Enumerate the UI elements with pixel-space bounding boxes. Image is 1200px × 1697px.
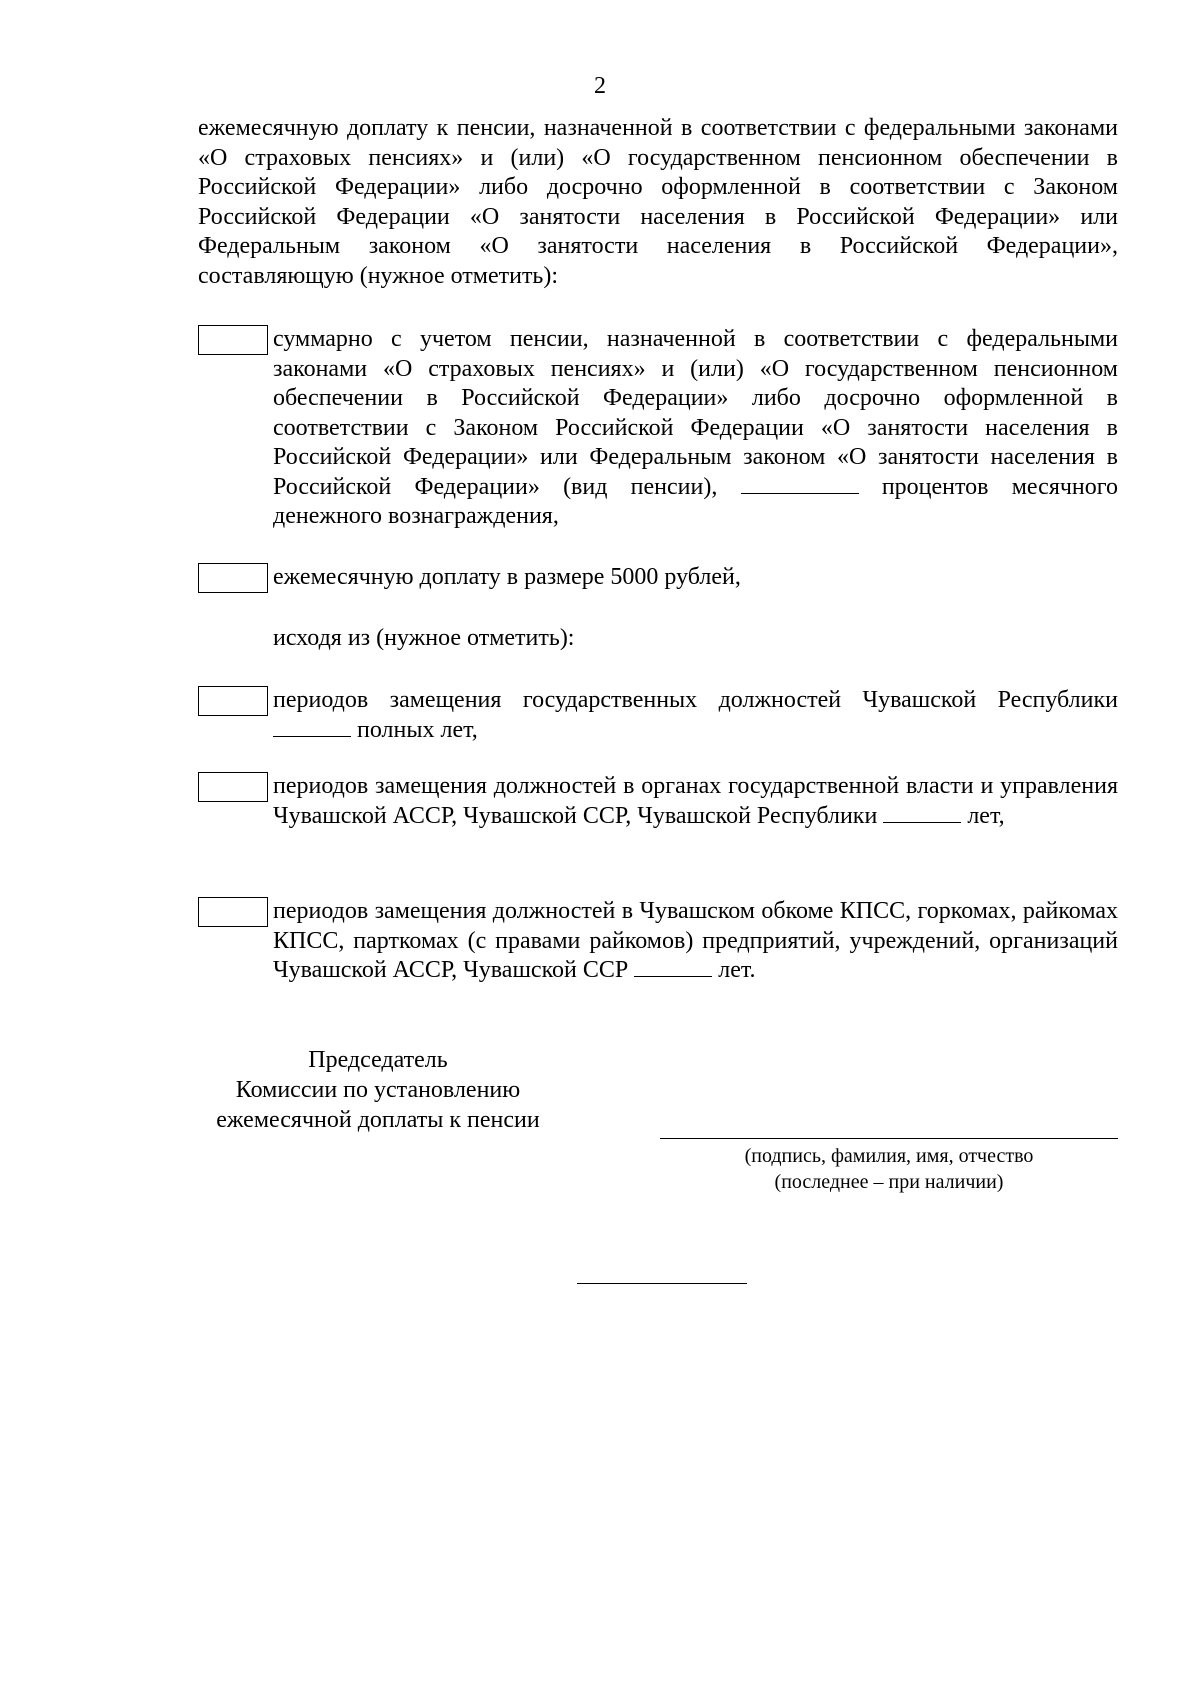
signature-line[interactable] bbox=[660, 1138, 1118, 1139]
option-fixed-text: ежемесячную доплату в размере 5000 рублей, bbox=[273, 564, 741, 590]
intro-paragraph: ежемесячную доплату к пенсии, назначенной в соответствии с федеральными законами «О страховых пенсиях» и (или) «О государственном пенсионном обеспечении в Российской Федерации» либо досрочно оформленной в соответствии с Законом Российской Федерации «О занятости населения в Российской Федерации» или Федеральным законом «О занятости населения в Российской Федерации», составляющую (нужное отметить): bbox=[198, 115, 1118, 289]
period-party-bodies-text bbox=[273, 897, 1118, 986]
period-government-bodies-text-before: периодов замещения должностей в органах государственной власти и управления Чувашской АССР, Чувашской ССР, Чувашской Республики bbox=[273, 773, 1118, 829]
option-summary bbox=[198, 325, 1118, 532]
government-bodies-years-blank[interactable] bbox=[883, 802, 961, 823]
period-state-positions-text-before: периодов замещения государственных должностей Чувашской Республики bbox=[273, 687, 1118, 713]
period-state-positions-text bbox=[273, 686, 1118, 745]
chairman-title-line-2: Комиссии по установлению bbox=[235, 1077, 521, 1103]
period-party-bodies-text-after: лет. bbox=[718, 957, 756, 983]
period-government-bodies bbox=[198, 772, 1118, 831]
document-end-divider bbox=[577, 1283, 747, 1284]
period-government-bodies-checkbox[interactable] bbox=[198, 772, 268, 802]
period-party-bodies-text-before: периодов замещения должностей в Чувашском обкоме КПСС, горкомах, райкомах КПСС, парткомах (с правами райкомов) предприятий, учреждений, организаций Чувашской АССР, Чувашской ССР bbox=[273, 898, 1118, 983]
chairman-title-line-3: ежемесячной доплаты к пенсии bbox=[216, 1107, 540, 1133]
party-bodies-years-blank[interactable] bbox=[634, 956, 712, 977]
signature-caption-line-2: (последнее – при наличии) bbox=[774, 1171, 1004, 1193]
period-state-positions-checkbox[interactable] bbox=[198, 686, 268, 716]
signature-caption bbox=[660, 1143, 1118, 1195]
option-fixed bbox=[198, 563, 1118, 593]
state-positions-years-blank[interactable] bbox=[273, 716, 351, 737]
page-number: 2 bbox=[594, 73, 606, 99]
chairman-title-line-1: Председатель bbox=[308, 1047, 448, 1073]
option-summary-text-after: процентов месячного денежного вознаграждения, bbox=[273, 473, 1119, 529]
signature-caption-line-1: (подпись, фамилия, имя, отчество bbox=[744, 1145, 1034, 1167]
option-summary-text-before: суммарно с учетом пенсии, назначенной в соответствии с федеральными законами «О страховых пенсиях» и (или) «О государственном пенсионном обеспечении в Российской Федерации» либо досрочно оформленной в соответствии с Законом Российской Федерации «О занятости населения в Российской Федерации» или Федеральным законом «О занятости населения в Российской Федерации» (вид пенсии), bbox=[273, 326, 1118, 500]
based-on-line: исходя из (нужное отметить): bbox=[273, 625, 575, 651]
option-fixed-checkbox[interactable] bbox=[198, 563, 268, 593]
chairman-title bbox=[198, 1045, 558, 1135]
option-summary-checkbox[interactable] bbox=[198, 325, 268, 355]
period-state-positions bbox=[198, 686, 1118, 745]
period-state-positions-text-after: полных лет, bbox=[357, 716, 478, 743]
period-government-bodies-text bbox=[273, 772, 1118, 831]
period-party-bodies bbox=[198, 897, 1118, 986]
period-government-bodies-text-after: лет, bbox=[967, 802, 1005, 829]
option-summary-text bbox=[273, 325, 1118, 532]
pension-percent-blank[interactable] bbox=[741, 473, 859, 494]
period-party-bodies-checkbox[interactable] bbox=[198, 897, 268, 927]
